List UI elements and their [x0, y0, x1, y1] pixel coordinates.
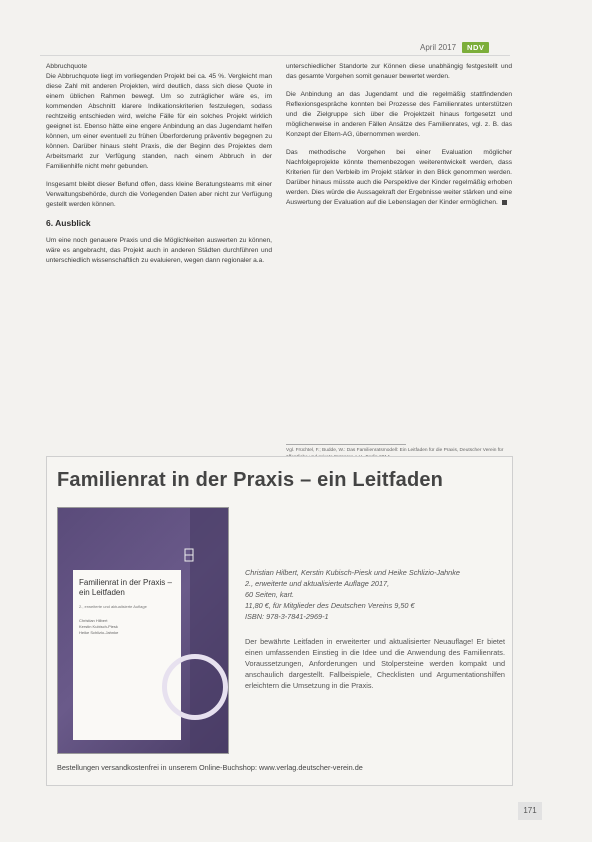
journal-badge: NDV — [462, 42, 489, 53]
book-advertisement — [46, 456, 513, 786]
ad-title: Familienrat in der Praxis – ein Leitfaden — [57, 469, 444, 491]
book-pages: 60 Seiten, kart. — [245, 590, 295, 599]
paragraph-anbindung: Die Anbindung an das Jugendamt und die regelmäßig stattfindenden Reflexionsgespräche konnten bei Prozesse des Familienrates unterstützen und die Zielgruppe sich über die Projektzeit hinaus fortgesetzt und möglicherweise in anderen Fällen Ansätze des Familienrates, vgl. z. B. das Konzept der Eltern-AG, übernommen werden. — [286, 91, 512, 138]
publisher-logo-icon — [182, 548, 196, 562]
paragraph-abbruchquote: Abbruchquote Die Abbruchquote liegt im vorliegenden Projekt bei ca. 45 %. Vergleicht man diese Zahl mit anderen Projekten, wird deutlich, dass sich diese Quote in einem üblichen Rahmen bewegt. Um so zuträglicher wäre es, im kommenden Abschnitt klarere Indikationskriterien festzulegen, sodass rechtzeitig entschieden wird, welche Fälle für ein solches Projekt wirklich geeignet ist. Ebenso hätte eine engere Anbindung an das Jugendamt helfen können, um einer eventuell zu frühen Überforderung präventiv begegnen zu können. Darüber hinaus steht Praxis, die der Beginn des Projektes dem Arbeitsmarkt zur Verfügung standen, nach einem Abbruch in der Familienhilfe nicht mehr gebunden. — [46, 63, 272, 170]
cover-label — [73, 570, 181, 740]
section-heading-ausblick: 6. Ausblick — [46, 218, 91, 228]
paragraph-standorte: unterschiedlicher Standorte zur Können diese unabhängig festgestellt und das gesamte Vorgehen somit genauer bewertet werden. — [286, 63, 512, 80]
book-meta — [245, 567, 505, 622]
issue-date: April 2017 — [420, 43, 457, 52]
book-authors: Christian Hilbert, Kerstin Kubisch-Piesk und Heike Schlizio-Jahnke — [245, 568, 460, 577]
end-of-article-mark — [502, 200, 507, 205]
paragraph-befund: Insgesamt bleibt dieser Befund offen, dass kleine Beratungsteams mit einer Verwaltungsbehörde, durch die Vorlegenden Daten aber nicht zur Verfügung gestellt werden können. — [46, 181, 272, 208]
page-header — [420, 42, 489, 53]
cover-circle-graphic — [162, 654, 228, 720]
paragraph-ausblick: Um eine noch genauere Praxis und die Möglichkeiten auswerten zu können, wäre es angebracht, das Projekt auch in anderen Städten durchführen und unterschiedlich wissenschaftlich zu evaluieren, wegen dann regionaler a.a. — [46, 237, 272, 264]
cover-authors: Christian Hilbert Kerstin Kubisch-Piesk Heike Schlizio-Jahnke — [79, 618, 119, 635]
right-column — [286, 62, 512, 216]
book-details — [245, 567, 505, 691]
cover-title: Familienrat in der Praxis – ein Leitfaden — [79, 578, 172, 597]
cover-subtitle: 2., erweiterte und aktualisierte Auflage — [79, 604, 147, 609]
page-number: 171 — [518, 802, 542, 820]
book-isbn: ISBN: 978-3-7841-2969-1 — [245, 612, 329, 621]
footnote: Vgl. Früchtel, F.; Budde, W.: Das Familienratsmodell: Ein Leitfaden für die Praxis, Deutscher Verein für — [286, 448, 504, 453]
paragraph-evaluation — [286, 148, 512, 208]
paragraph-evaluation-text: Das methodische Vorgehen bei einer Evaluation möglicher Nachfolgeprojekte könnte themenbezogen weiterentwickelt werden, dass Kriterien für den Verbleib im Projekt stärker in den Blick genommen werden. Darüber hinaus müsste auch die Perspektive der Kinder regelmäßig erhoben werden. Dies würde die Aussagekraft der Ergebnisse weiter stärken und eine Auswertung der Evaluation auf die Lebenslagen der Kinder ermöglichen. — [286, 149, 512, 206]
order-line[interactable]: Bestellungen versandkostenfrei in unserem Online-Buchshop: www.verlag.deutscher-verein.de — [57, 763, 363, 772]
book-edition: 2., erweiterte und aktualisierte Auflage 2017, — [245, 579, 390, 588]
left-column — [46, 62, 272, 274]
footnote-divider — [286, 444, 406, 445]
header-divider — [40, 55, 510, 56]
book-cover — [57, 507, 229, 754]
book-blurb: Der bewährte Leitfaden in erweiterter und aktualisierter Neuauflage! Er bietet einen umfassenden Einstieg in die Idee und die Anwendung des Familienrats. Voraussetzungen, Anforderungen und Stolpersteine werden kompakt und anschaulich dargestellt. Fallbeispiele, Checklisten und Argumentationshilfen erleichtern die Umsetzung in die Praxis. — [245, 637, 505, 690]
book-price: 11,80 €, für Mitglieder des Deutschen Vereins 9,50 € — [245, 601, 415, 610]
